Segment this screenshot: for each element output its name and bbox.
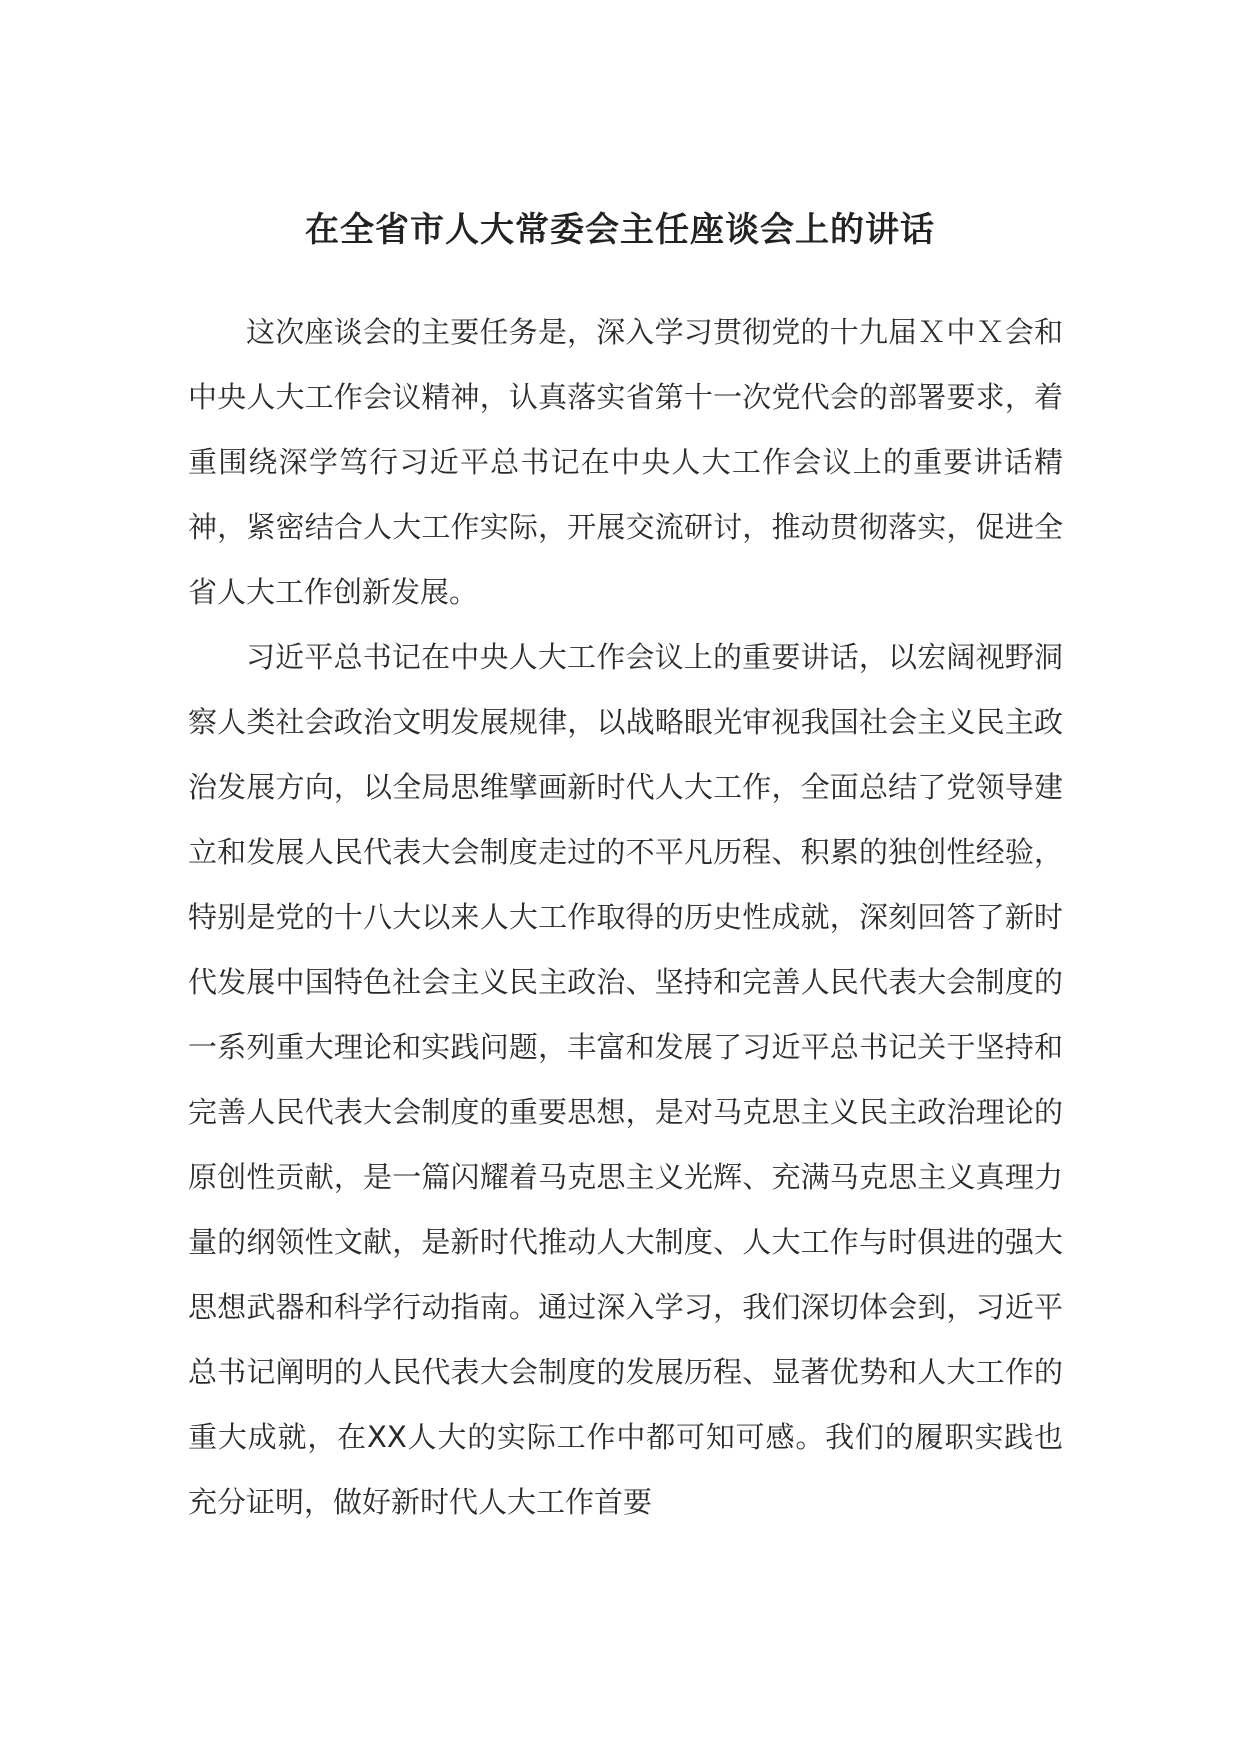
paragraph-2: 习近平总书记在中央人大工作会议上的重要讲话，以宏阔视野洞察人类社会政治文明发展规律，以战略眼光审视我国社会主义民主政治发展方向，以全局思维擘画新时代人大工作，全面总结了党领导建立和发展人民代表大会制度走过的不平凡历程、积累的独创性经验，特别是党的十八大以来人大工作取得的历史性成就，深刻回答了新时代发展中国特色社会主义民主政治、坚持和完善人民代表大会制度的一系列重大理论和实践问题，丰富和发展了习近平总书记关于坚持和完善人民代表大会制度的重要思想，是对马克思主义民主政治理论的原创性贡献，是一篇闪耀着马克思主义光辉、充满马克思主义真理力量的纲领性文献，是新时代推动人大制度、人大工作与时俱进的强大思想武器和科学行动指南。通过深入学习，我们深切体会到，习近平总书记阐明的人民代表大会制度的发展历程、显著优势和人大工作的重大成就，在XX人大的实际工作中都可知可感。我们的履职实践也充分证明，做好新时代人大工作首要	[188, 640, 1063, 1519]
document-title: 在全省市人大常委会主任座谈会上的讲话	[305, 210, 935, 250]
paragraph-1: 这次座谈会的主要任务是，深入学习贯彻党的十九届Ｘ中Ｘ会和中央人大工作会议精神，认真落实省第十一次党代会的部署要求，着重围绕深学笃行习近平总书记在中央人大工作会议上的重要讲话精神，紧密结合人大工作实际，开展交流研讨，推动贯彻落实，促进全省人大工作创新发展。	[188, 315, 1063, 609]
document-body	[188, 300, 1063, 1535]
